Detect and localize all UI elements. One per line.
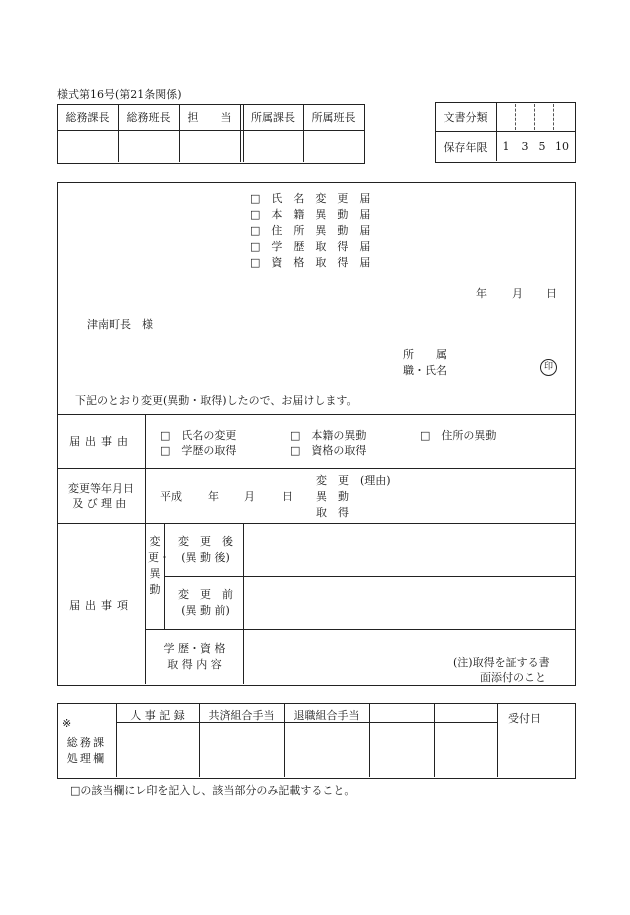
retention-option[interactable]: 1: [502, 140, 510, 153]
footer-note: □の該当欄にレ印を記入し、該当部分のみ記載すること。: [70, 784, 356, 797]
approval-stamp-cell[interactable]: [304, 131, 363, 161]
office-label: 総務課: [66, 736, 107, 749]
approval-stamp-cell[interactable]: [244, 131, 303, 161]
addressee: 津南町長 様: [87, 318, 153, 331]
items-row-label: 届出事項: [69, 599, 133, 612]
office-cell[interactable]: [200, 723, 284, 776]
reason-option[interactable]: □ 本籍の異動: [290, 429, 367, 442]
office-label: 処理欄: [66, 752, 107, 765]
name-label: 職・氏名: [403, 364, 447, 377]
doc-class-label: 文書分類: [443, 111, 488, 124]
notice-type-option[interactable]: □ 氏 名 変 更 届: [250, 192, 371, 205]
approval-header: 担 当: [187, 111, 232, 124]
approval-header: 所属班長: [311, 111, 356, 124]
approval-stamp-cell[interactable]: [58, 131, 118, 161]
office-cell[interactable]: [435, 723, 497, 776]
attachment-note: (注)取得を証する書: [453, 656, 550, 669]
change-move-vertical-label: 変更・異動: [148, 535, 170, 596]
date-row-year[interactable]: 年: [208, 490, 219, 503]
approval-stamp-cell[interactable]: [180, 131, 240, 161]
approval-stamp-cell[interactable]: [119, 131, 179, 161]
notice-type-option[interactable]: □ 学 歴 取 得 届: [250, 240, 371, 253]
office-header: 退職組合手当: [293, 709, 360, 722]
approval-header: 所属課長: [251, 111, 295, 124]
retention-label: 保存年限: [443, 141, 488, 154]
date-reason-change[interactable]: 変 更 (理由): [316, 474, 391, 487]
reason-row-label: 届出事由: [69, 435, 133, 448]
reason-option[interactable]: □ 資格の取得: [290, 444, 367, 457]
notice-type-option[interactable]: □ 住 所 異 動 届: [250, 224, 371, 237]
retention-option[interactable]: 5: [538, 140, 546, 153]
date-row-day[interactable]: 日: [282, 490, 293, 503]
office-header: 共済組合手当: [208, 709, 275, 722]
date-reason-move[interactable]: 異 動: [316, 490, 349, 503]
received-date-label: 受付日: [508, 712, 541, 725]
education-label: 学 歴・資 格: [163, 642, 226, 655]
office-cell[interactable]: [285, 723, 369, 776]
office-cell[interactable]: [370, 723, 434, 776]
date-era: 平成: [160, 490, 182, 503]
before-sublabel: (異 動 前): [181, 604, 230, 617]
before-label: 変 更 前: [178, 588, 233, 601]
seal-mark: 印: [540, 359, 557, 376]
date-row-label: 変更等年月日: [68, 482, 134, 495]
office-cell[interactable]: [117, 723, 199, 776]
date-day[interactable]: 日: [546, 287, 557, 300]
statement-text: 下記のとおり変更(異動・取得)したので、お届けします。: [75, 394, 358, 407]
affiliation-label: 所 属: [403, 348, 447, 361]
date-row-label: 及び理由: [72, 497, 130, 510]
date-reason-acquire[interactable]: 取 得: [316, 506, 349, 519]
retention-option[interactable]: 10: [555, 140, 569, 153]
date-row-month[interactable]: 月: [244, 490, 255, 503]
reason-option[interactable]: □ 学歴の取得: [160, 444, 237, 457]
notice-type-option[interactable]: □ 本 籍 異 動 届: [250, 208, 371, 221]
notice-type-list: [250, 191, 370, 271]
after-label: 変 更 後: [178, 535, 233, 548]
approval-header: 総務班長: [126, 111, 171, 124]
education-sublabel: 取 得 内 容: [167, 658, 222, 671]
form-number: 様式第16号(第21条関係): [57, 88, 182, 101]
after-sublabel: (異 動 後): [181, 551, 230, 564]
notice-type-option[interactable]: □ 資 格 取 得 届: [250, 256, 371, 269]
date-year[interactable]: 年: [476, 287, 487, 300]
after-input[interactable]: [244, 524, 574, 575]
before-input[interactable]: [244, 577, 574, 628]
date-month[interactable]: 月: [512, 287, 523, 300]
reason-option[interactable]: □ 氏名の変更: [160, 429, 237, 442]
office-mark: ※: [62, 717, 72, 730]
office-header: 人 事 記 録: [130, 709, 185, 722]
reason-option[interactable]: □ 住所の異動: [420, 429, 497, 442]
approval-header: 総務課長: [65, 111, 110, 124]
attachment-note: 面添付のこと: [480, 671, 546, 684]
retention-option[interactable]: 3: [521, 140, 529, 153]
